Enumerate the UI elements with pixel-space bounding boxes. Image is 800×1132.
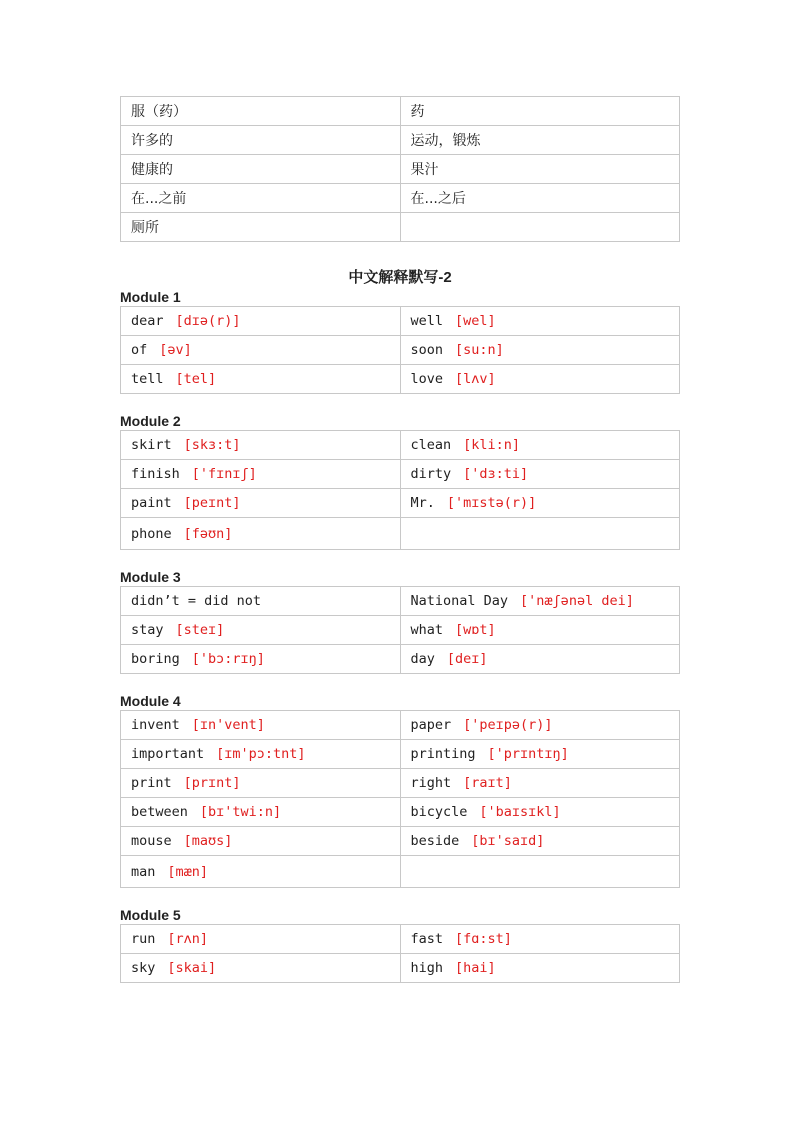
module-section bbox=[120, 412, 680, 550]
vocab-cell bbox=[400, 307, 680, 336]
phonetic-transcription: [steɪ] bbox=[175, 622, 225, 638]
module-heading: Module 5 bbox=[120, 907, 181, 923]
document-page bbox=[120, 96, 680, 983]
english-word: love bbox=[410, 371, 444, 387]
english-word: didn’t = did not bbox=[131, 593, 262, 609]
english-word: paper bbox=[410, 717, 452, 733]
english-word: soon bbox=[410, 342, 444, 358]
table-row bbox=[121, 336, 680, 365]
phonetic-transcription: [skɜ:t] bbox=[183, 437, 241, 453]
vocab-cell bbox=[400, 740, 680, 769]
vocab-cell bbox=[121, 645, 401, 674]
vocab-cell bbox=[400, 431, 680, 460]
phonetic-transcription: [dɪə(r)] bbox=[175, 313, 241, 329]
english-word: Mr. bbox=[410, 495, 435, 511]
vocab-cell bbox=[400, 798, 680, 827]
vocab-cell bbox=[121, 460, 401, 489]
vocab-cell bbox=[400, 645, 680, 674]
module-section bbox=[120, 568, 680, 674]
table-row bbox=[121, 184, 680, 213]
phonetic-transcription: [əv] bbox=[159, 342, 192, 358]
vocab-cell bbox=[400, 827, 680, 856]
phonetic-transcription: ['dɜ:ti] bbox=[463, 466, 529, 482]
phonetic-transcription: [mæn] bbox=[167, 863, 209, 880]
vocab-cell bbox=[400, 769, 680, 798]
phonetic-transcription: ['fɪnɪʃ] bbox=[191, 466, 257, 482]
vocab-cell bbox=[121, 431, 401, 460]
phonetic-transcription: [su:n] bbox=[455, 342, 504, 358]
vocab-cell bbox=[121, 954, 401, 983]
phonetic-transcription: [fəʊn] bbox=[183, 525, 233, 542]
table-cell: 运动，锻炼 bbox=[400, 126, 680, 155]
english-word: run bbox=[131, 931, 156, 947]
modules-container bbox=[120, 288, 680, 983]
phonetic-transcription: [bɪ'saɪd] bbox=[471, 833, 545, 849]
table-cell: 服（药） bbox=[121, 97, 401, 126]
phonetic-transcription: [prɪnt] bbox=[183, 775, 241, 791]
vocab-cell bbox=[121, 365, 401, 394]
table-cell: 药 bbox=[400, 97, 680, 126]
vocab-cell bbox=[121, 616, 401, 645]
module-vocab-table bbox=[120, 710, 680, 888]
english-word: phone bbox=[131, 525, 172, 542]
vocab-cell bbox=[400, 616, 680, 645]
vocab-cell bbox=[121, 925, 401, 954]
table-row bbox=[121, 740, 680, 769]
table-row bbox=[121, 97, 680, 126]
english-word: well bbox=[410, 313, 444, 329]
english-word: skirt bbox=[131, 437, 172, 453]
english-word: right bbox=[410, 775, 452, 791]
phonetic-transcription: [wel] bbox=[455, 313, 496, 329]
table-cell bbox=[400, 213, 680, 242]
table-row bbox=[121, 954, 680, 983]
phonetic-transcription: [bɪ'twi:n] bbox=[199, 804, 282, 820]
module-vocab-table bbox=[120, 924, 680, 983]
english-word: what bbox=[410, 622, 444, 638]
english-word: clean bbox=[410, 437, 452, 453]
table-row bbox=[121, 460, 680, 489]
english-word: beside bbox=[410, 833, 460, 849]
english-word: National Day bbox=[410, 593, 509, 609]
table-row bbox=[121, 126, 680, 155]
phonetic-transcription: [rʌn] bbox=[167, 931, 209, 947]
table-cell: 健康的 bbox=[121, 155, 401, 184]
table-row bbox=[121, 711, 680, 740]
module-section bbox=[120, 288, 680, 394]
english-word: between bbox=[131, 804, 188, 820]
table-cell: 在...之后 bbox=[400, 184, 680, 213]
vocab-cell bbox=[121, 336, 401, 365]
vocab-cell bbox=[121, 587, 401, 616]
phonetic-transcription: [peɪnt] bbox=[183, 495, 241, 511]
vocab-cell bbox=[121, 798, 401, 827]
table-row bbox=[121, 489, 680, 518]
english-word: man bbox=[131, 863, 156, 880]
phonetic-transcription: ['prɪntɪŋ] bbox=[487, 746, 569, 762]
table-row bbox=[121, 645, 680, 674]
english-word: tell bbox=[131, 371, 164, 387]
table-row bbox=[121, 307, 680, 336]
english-word: printing bbox=[410, 746, 476, 762]
phonetic-transcription: ['peɪpə(r)] bbox=[463, 717, 553, 733]
table-row bbox=[121, 431, 680, 460]
vocab-cell bbox=[121, 489, 401, 518]
section-title: 中文解释默写-2 bbox=[348, 269, 452, 286]
vocab-cell bbox=[121, 518, 401, 550]
phonetic-transcription: [kli:n] bbox=[463, 437, 521, 453]
module-vocab-table bbox=[120, 430, 680, 550]
english-word: sky bbox=[131, 960, 156, 976]
table-cell: 果汁 bbox=[400, 155, 680, 184]
table-row bbox=[121, 518, 680, 550]
vocab-cell bbox=[400, 365, 680, 394]
table-row bbox=[121, 587, 680, 616]
english-word: print bbox=[131, 775, 172, 791]
table-row bbox=[121, 769, 680, 798]
phonetic-transcription: [fɑ:st] bbox=[455, 931, 512, 947]
english-word: paint bbox=[131, 495, 172, 511]
vocab-cell bbox=[121, 827, 401, 856]
table-row bbox=[121, 925, 680, 954]
module-section bbox=[120, 906, 680, 983]
vocab-cell bbox=[121, 740, 401, 769]
english-word: mouse bbox=[131, 833, 172, 849]
english-word: important bbox=[131, 746, 205, 762]
module-vocab-table bbox=[120, 306, 680, 394]
phonetic-transcription: [tel] bbox=[175, 371, 217, 387]
vocab-cell bbox=[400, 925, 680, 954]
module-heading: Module 1 bbox=[120, 289, 181, 305]
module-heading: Module 4 bbox=[120, 693, 181, 709]
phonetic-transcription: [ɪn'vent] bbox=[191, 717, 265, 733]
english-word: bicycle bbox=[410, 804, 468, 820]
phonetic-transcription: [hai] bbox=[455, 960, 496, 976]
english-word: dirty bbox=[410, 466, 452, 482]
vocab-cell bbox=[400, 711, 680, 740]
chinese-vocab-table bbox=[120, 96, 680, 242]
english-word: day bbox=[410, 651, 435, 667]
english-word: high bbox=[410, 960, 444, 976]
vocab-cell bbox=[121, 856, 401, 888]
table-cell: 在...之前 bbox=[121, 184, 401, 213]
english-word: fast bbox=[410, 931, 444, 947]
table-row bbox=[121, 213, 680, 242]
english-word: finish bbox=[131, 466, 180, 482]
phonetic-transcription: [raɪt] bbox=[463, 775, 512, 791]
table-row bbox=[121, 616, 680, 645]
phonetic-transcription: [wɒt] bbox=[455, 622, 496, 638]
phonetic-transcription: ['bɔ:rɪŋ] bbox=[191, 651, 265, 667]
module-heading: Module 3 bbox=[120, 569, 181, 585]
vocab-cell bbox=[400, 460, 680, 489]
vocab-cell bbox=[121, 711, 401, 740]
phonetic-transcription: [deɪ] bbox=[446, 651, 488, 667]
table-row bbox=[121, 827, 680, 856]
vocab-cell bbox=[121, 307, 401, 336]
vocab-cell bbox=[400, 587, 680, 616]
english-word: invent bbox=[131, 717, 180, 733]
phonetic-transcription: ['mɪstə(r)] bbox=[446, 495, 537, 511]
vocab-cell bbox=[400, 954, 680, 983]
vocab-cell bbox=[400, 489, 680, 518]
english-word: dear bbox=[131, 313, 164, 329]
phonetic-transcription: [maʊs] bbox=[183, 833, 233, 849]
table-cell: 许多的 bbox=[121, 126, 401, 155]
phonetic-transcription: [lʌv] bbox=[455, 371, 496, 387]
phonetic-transcription: ['baɪsɪkl] bbox=[479, 804, 561, 820]
module-vocab-table bbox=[120, 586, 680, 674]
english-word: boring bbox=[131, 651, 180, 667]
module-heading: Module 2 bbox=[120, 413, 181, 429]
phonetic-transcription: ['næʃənəl dei] bbox=[520, 593, 634, 609]
phonetic-transcription: [skai] bbox=[167, 960, 217, 976]
vocab-cell bbox=[121, 769, 401, 798]
vocab-cell bbox=[400, 518, 680, 550]
module-section bbox=[120, 692, 680, 888]
table-row bbox=[121, 365, 680, 394]
vocab-cell bbox=[400, 336, 680, 365]
table-row bbox=[121, 155, 680, 184]
table-row bbox=[121, 798, 680, 827]
english-word: of bbox=[131, 342, 148, 358]
table-cell: 厕所 bbox=[121, 213, 401, 242]
vocab-cell bbox=[400, 856, 680, 888]
table-row bbox=[121, 856, 680, 888]
english-word: stay bbox=[131, 622, 164, 638]
phonetic-transcription: [ɪm'pɔ:tnt] bbox=[216, 746, 306, 762]
